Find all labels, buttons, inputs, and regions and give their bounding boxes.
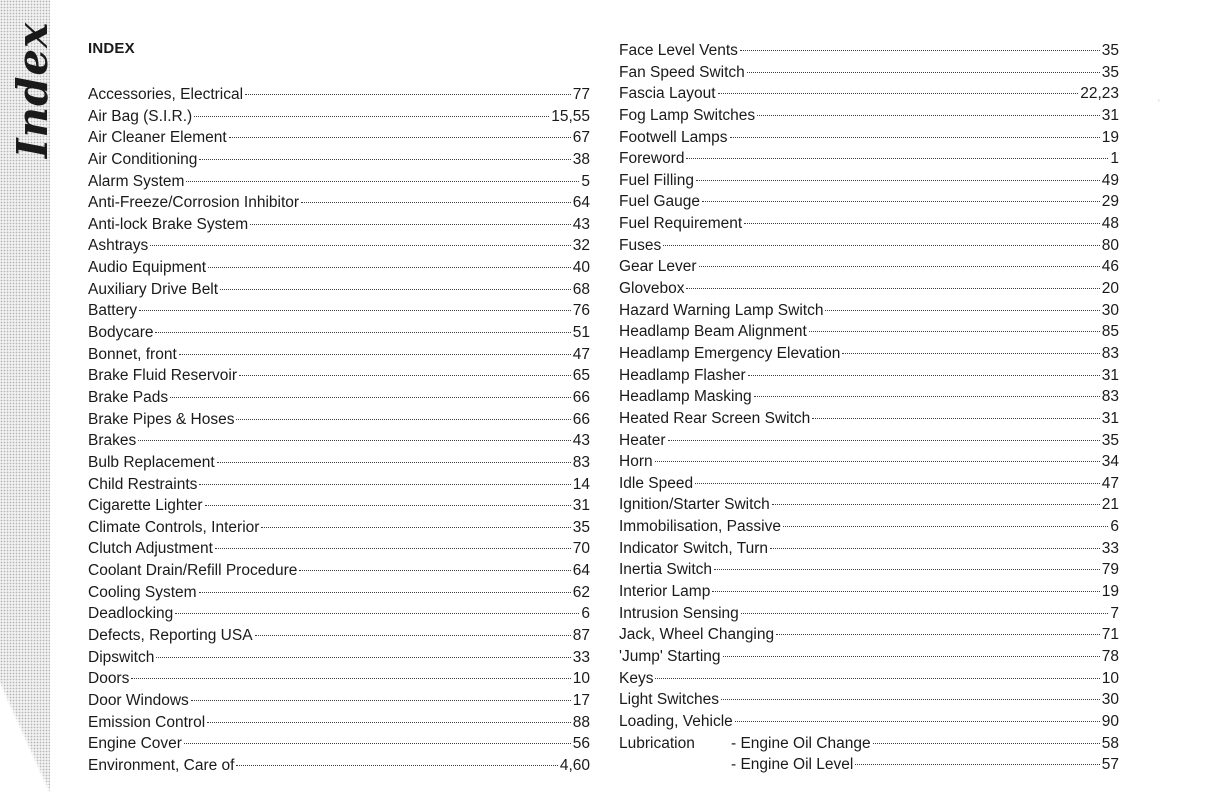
entry-page-number: 67 — [572, 129, 590, 147]
dot-leader — [215, 547, 571, 549]
entry-label: Fuel Filling — [619, 171, 694, 189]
entry-page-number: 43 — [572, 215, 590, 233]
dot-leader — [184, 742, 571, 744]
entry-label: Glovebox — [619, 280, 685, 298]
entry-page-number: 32 — [572, 237, 590, 255]
index-entry — [88, 733, 590, 755]
entry-label: Door Windows — [88, 691, 189, 709]
entry-page-number: 76 — [572, 302, 590, 320]
index-entry — [88, 517, 590, 539]
index-entry — [619, 321, 1119, 343]
entry-page-number: 62 — [572, 583, 590, 601]
dot-leader — [236, 418, 570, 420]
index-entry — [619, 256, 1119, 278]
entry-page-number: 77 — [572, 86, 590, 103]
entry-label: Foreword — [619, 150, 685, 168]
entry-page-number: 85 — [1101, 323, 1119, 341]
dot-leader — [757, 114, 1100, 116]
entry-page-number: 80 — [1101, 236, 1119, 254]
index-entry — [619, 668, 1119, 690]
entry-label: Headlamp Emergency Elevation — [619, 344, 841, 362]
entry-label: Loading, Vehicle — [619, 712, 733, 730]
index-entry — [619, 451, 1119, 473]
entry-page-number: 87 — [572, 627, 590, 645]
dot-leader — [156, 656, 570, 658]
entry-label: Battery — [88, 302, 138, 320]
entry-label: Fuel Gauge — [619, 193, 700, 211]
entry-label: Horn — [619, 453, 653, 471]
index-entry — [619, 343, 1119, 365]
index-entry — [619, 191, 1119, 213]
dot-leader — [855, 763, 1099, 765]
entry-label: Deadlocking — [88, 605, 174, 623]
index-tab-label: Index — [8, 21, 57, 159]
entry-page-number: 33 — [1101, 539, 1119, 557]
dot-leader — [718, 92, 1079, 94]
index-entry — [88, 365, 590, 387]
dot-leader — [205, 504, 571, 506]
dot-leader — [155, 331, 570, 333]
entry-page-number: 6 — [1110, 518, 1119, 536]
index-entry — [619, 40, 1119, 62]
index-entry — [88, 279, 590, 301]
entry-label: Anti-Freeze/Corrosion Inhibitor — [88, 194, 300, 212]
entry-label: Gear Lever — [619, 258, 697, 276]
scan-mark: ' — [1158, 98, 1160, 108]
entry-page-number: 10 — [572, 670, 590, 688]
entry-page-number: 64 — [572, 194, 590, 212]
index-entry — [88, 668, 590, 690]
dot-leader — [663, 244, 1100, 246]
index-entry — [88, 127, 590, 149]
entry-page-number: 31 — [1101, 106, 1119, 124]
dot-leader — [812, 417, 1099, 419]
entry-label: Headlamp Masking — [619, 388, 752, 406]
index-entry — [88, 387, 590, 409]
entry-page-number: 35 — [572, 518, 590, 536]
dot-leader — [186, 180, 579, 182]
index-entry — [619, 473, 1119, 495]
entry-label: Fan Speed Switch — [619, 63, 745, 81]
entry-label: Doors — [88, 670, 130, 688]
dot-leader — [686, 287, 1099, 289]
dot-leader — [873, 742, 1100, 744]
entry-label: Footwell Lamps — [619, 128, 728, 146]
index-entry — [88, 474, 590, 496]
dot-leader — [699, 265, 1100, 267]
entry-page-number: 90 — [1101, 712, 1119, 730]
index-entry — [88, 171, 590, 193]
index-entry — [88, 603, 590, 625]
entry-page-number: 30 — [1101, 301, 1119, 319]
entry-label: Interior Lamp — [619, 583, 711, 601]
index-entry — [88, 582, 590, 604]
entry-label: Accessories, Electrical — [88, 86, 244, 103]
index-entry — [619, 148, 1119, 170]
dot-leader — [179, 353, 571, 355]
entry-label: Air Bag (S.I.R.) — [88, 107, 193, 125]
entry-label: Air Conditioning — [88, 150, 198, 168]
entry-label: Ignition/Starter Switch — [619, 496, 770, 514]
dot-leader — [220, 288, 571, 290]
index-entry — [88, 322, 590, 344]
dot-leader — [138, 439, 571, 441]
dot-leader — [239, 374, 571, 376]
dot-leader — [655, 677, 1099, 679]
entry-page-number: 66 — [572, 388, 590, 406]
dot-leader — [250, 223, 571, 225]
entry-page-number: 88 — [572, 713, 590, 731]
dot-leader — [783, 525, 1108, 527]
entry-page-number: 38 — [572, 150, 590, 168]
dot-leader — [655, 460, 1100, 462]
entry-page-number: 49 — [1101, 171, 1119, 189]
index-entry — [619, 83, 1119, 105]
index-entry — [88, 625, 590, 647]
entry-label: Emission Control — [88, 713, 206, 731]
entry-label: Headlamp Beam Alignment — [619, 323, 807, 341]
dot-leader — [770, 547, 1100, 549]
dot-leader — [139, 309, 571, 311]
index-entry — [619, 646, 1119, 668]
entry-page-number: 10 — [1101, 669, 1119, 687]
index-entry — [619, 581, 1119, 603]
index-column-right — [619, 40, 1119, 776]
index-entry — [88, 452, 590, 474]
dot-leader — [199, 483, 570, 485]
index-entry — [619, 603, 1119, 625]
entry-label: Air Cleaner Element — [88, 129, 227, 147]
index-entry — [619, 754, 1119, 776]
entry-label: Auxiliary Drive Belt — [88, 280, 219, 298]
entry-page-number: 66 — [572, 410, 590, 428]
index-entry — [88, 300, 590, 322]
index-entry — [88, 690, 590, 712]
entry-label: Ashtrays — [88, 237, 149, 255]
index-entry — [88, 235, 590, 257]
entry-page-number: 31 — [1101, 366, 1119, 384]
dot-leader — [730, 136, 1100, 138]
entry-label: Keys — [619, 669, 654, 687]
entry-label: Brakes — [88, 432, 137, 450]
index-entry — [619, 105, 1119, 127]
dot-leader — [842, 352, 1099, 354]
entry-label: Inertia Switch — [619, 561, 713, 579]
index-entry — [619, 430, 1119, 452]
entry-label: Bulb Replacement — [88, 453, 215, 471]
index-entry — [619, 538, 1119, 560]
entry-page-number: 22,23 — [1080, 85, 1119, 103]
index-entry — [619, 559, 1119, 581]
entry-page-number: 51 — [572, 324, 590, 342]
entry-page-number: 29 — [1101, 193, 1119, 211]
entry-label: Engine Cover — [88, 735, 182, 753]
entry-page-number: 64 — [572, 562, 590, 580]
index-entry — [619, 278, 1119, 300]
dot-leader — [695, 482, 1100, 484]
index-entry — [88, 149, 590, 171]
entry-page-number: 5 — [581, 172, 590, 190]
index-entry — [619, 624, 1119, 646]
entry-label: 'Jump' Starting — [619, 647, 721, 665]
dot-leader — [809, 330, 1100, 332]
entry-label: Idle Speed — [619, 474, 694, 492]
index-entry — [619, 365, 1119, 387]
index-entry — [619, 711, 1119, 733]
entry-label: Brake Pads — [88, 388, 169, 406]
dot-leader — [217, 461, 571, 463]
entry-label: Fascia Layout — [619, 85, 716, 103]
dot-leader — [723, 655, 1100, 657]
entry-page-number: 56 — [572, 735, 590, 753]
entry-label: Dipswitch — [88, 648, 155, 666]
entry-label: Fog Lamp Switches — [619, 106, 756, 124]
page-title: INDEX — [88, 40, 135, 57]
dot-leader — [199, 158, 570, 160]
index-entry — [88, 409, 590, 431]
dot-leader — [301, 201, 571, 203]
entry-page-number: 48 — [1101, 215, 1119, 233]
entry-page-number: 19 — [1101, 128, 1119, 146]
entry-page-number: 79 — [1101, 561, 1119, 579]
entry-label: Heater — [619, 431, 666, 449]
index-entry — [88, 712, 590, 734]
entry-page-number: 83 — [1101, 344, 1119, 362]
dot-leader — [245, 93, 571, 95]
entry-label: Cigarette Lighter — [88, 497, 203, 515]
entry-label: Anti-lock Brake System — [88, 215, 249, 233]
dot-leader — [702, 200, 1100, 202]
dot-leader — [175, 612, 579, 614]
entry-page-number: 4,60 — [559, 756, 590, 774]
dot-leader — [170, 396, 571, 398]
entry-group-label: Lubrication — [619, 734, 695, 752]
entry-page-number: 21 — [1101, 496, 1119, 514]
dot-leader — [721, 698, 1100, 700]
dot-leader — [776, 633, 1100, 635]
index-entry — [619, 213, 1119, 235]
entry-label: Brake Pipes & Hoses — [88, 410, 235, 428]
dot-leader — [748, 374, 1100, 376]
dot-leader — [150, 244, 570, 246]
dot-leader — [194, 115, 549, 117]
entry-label: Indicator Switch, Turn — [619, 539, 769, 557]
dot-leader — [712, 590, 1099, 592]
dot-leader — [668, 439, 1100, 441]
dot-leader — [199, 591, 571, 593]
index-entry — [619, 689, 1119, 711]
index-entry — [88, 214, 590, 236]
entry-page-number: 65 — [572, 367, 590, 385]
dot-leader — [741, 612, 1109, 614]
entry-page-number: 58 — [1101, 734, 1119, 752]
entry-page-number: 40 — [572, 259, 590, 277]
entry-label: Hazard Warning Lamp Switch — [619, 301, 824, 319]
entry-page-number: 43 — [572, 432, 590, 450]
entry-label: Fuses — [619, 236, 662, 254]
entry-label: Light Switches — [619, 691, 719, 709]
dot-leader — [236, 764, 557, 766]
entry-label: Clutch Adjustment — [88, 540, 213, 558]
dot-leader — [740, 49, 1100, 51]
entry-page-number: 78 — [1101, 647, 1119, 665]
index-entry — [619, 127, 1119, 149]
entry-label: Alarm System — [88, 172, 185, 190]
entry-label: Fuel Requirement — [619, 215, 743, 233]
index-entry — [88, 755, 590, 777]
dot-leader — [229, 136, 571, 138]
entry-page-number: 47 — [572, 345, 590, 363]
entry-label: - Engine Oil Level — [731, 756, 854, 774]
index-entry — [88, 560, 590, 582]
entry-page-number: 68 — [572, 280, 590, 298]
entry-label: Audio Equipment — [88, 259, 207, 277]
entry-page-number: 35 — [1101, 63, 1119, 81]
dot-leader — [261, 526, 570, 528]
entry-page-number: 47 — [1101, 474, 1119, 492]
index-entry — [619, 516, 1119, 538]
entry-page-number: 35 — [1101, 431, 1119, 449]
entry-label: Immobilisation, Passive — [619, 518, 781, 536]
entry-page-number: 30 — [1101, 691, 1119, 709]
dot-leader — [191, 699, 571, 701]
entry-label: Intrusion Sensing — [619, 604, 739, 622]
dot-leader — [131, 677, 570, 679]
entry-label: Child Restraints — [88, 475, 198, 493]
entry-page-number: 46 — [1101, 258, 1119, 276]
entry-page-number: 83 — [572, 453, 590, 471]
dot-leader — [255, 634, 571, 636]
entry-label: Environment, Care of — [88, 756, 235, 774]
dot-leader — [696, 179, 1100, 181]
entry-page-number: 83 — [1101, 388, 1119, 406]
index-entry — [619, 300, 1119, 322]
index-entry — [619, 170, 1119, 192]
entry-page-number: 34 — [1101, 453, 1119, 471]
index-entry — [619, 386, 1119, 408]
index-entry — [88, 106, 590, 128]
index-entry — [88, 344, 590, 366]
entry-label: - Engine Oil Change — [731, 734, 871, 752]
entry-label: Face Level Vents — [619, 42, 738, 59]
entry-page-number: 1 — [1110, 150, 1119, 168]
entry-page-number: 20 — [1101, 280, 1119, 298]
dot-leader — [825, 309, 1099, 311]
dot-leader — [754, 395, 1100, 397]
dot-leader — [207, 721, 571, 723]
index-entry — [88, 192, 590, 214]
entry-label: Heated Rear Screen Switch — [619, 409, 811, 427]
tab-shading — [0, 682, 50, 792]
dot-leader — [714, 568, 1100, 570]
index-entry — [619, 733, 1119, 755]
entry-label: Headlamp Flasher — [619, 366, 746, 384]
entry-page-number: 19 — [1101, 583, 1119, 601]
entry-page-number: 35 — [1101, 42, 1119, 59]
entry-page-number: 31 — [572, 497, 590, 515]
dot-leader — [686, 157, 1108, 159]
index-entry — [88, 538, 590, 560]
dot-leader — [735, 720, 1100, 722]
dot-leader — [299, 569, 570, 571]
dot-leader — [744, 222, 1100, 224]
entry-label: Climate Controls, Interior — [88, 518, 260, 536]
index-entry — [619, 494, 1119, 516]
entry-page-number: 31 — [1101, 409, 1119, 427]
index-entry — [619, 62, 1119, 84]
dot-leader — [208, 266, 571, 268]
entry-label: Bodycare — [88, 324, 154, 342]
entry-label: Coolant Drain/Refill Procedure — [88, 562, 298, 580]
index-column-left — [88, 84, 590, 777]
entry-label: Cooling System — [88, 583, 197, 601]
entry-page-number: 71 — [1101, 626, 1119, 644]
entry-page-number: 15,55 — [551, 107, 590, 125]
entry-label: Defects, Reporting USA — [88, 627, 253, 645]
index-entry — [619, 408, 1119, 430]
dot-leader — [747, 71, 1100, 73]
entry-page-number: 17 — [572, 691, 590, 709]
entry-page-number: 14 — [572, 475, 590, 493]
entry-label: Jack, Wheel Changing — [619, 626, 775, 644]
index-entry — [88, 495, 590, 517]
entry-page-number: 6 — [581, 605, 590, 623]
dot-leader — [772, 503, 1100, 505]
entry-label: Bonnet, front — [88, 345, 177, 363]
index-entry — [88, 647, 590, 669]
index-entry — [88, 84, 590, 106]
index-entry — [619, 235, 1119, 257]
index-entry — [88, 430, 590, 452]
index-entry — [88, 257, 590, 279]
entry-page-number: 70 — [572, 540, 590, 558]
entry-page-number: 33 — [572, 648, 590, 666]
entry-page-number: 7 — [1110, 604, 1119, 622]
index-side-tab — [0, 0, 57, 792]
entry-page-number: 57 — [1101, 756, 1119, 774]
entry-label: Brake Fluid Reservoir — [88, 367, 238, 385]
